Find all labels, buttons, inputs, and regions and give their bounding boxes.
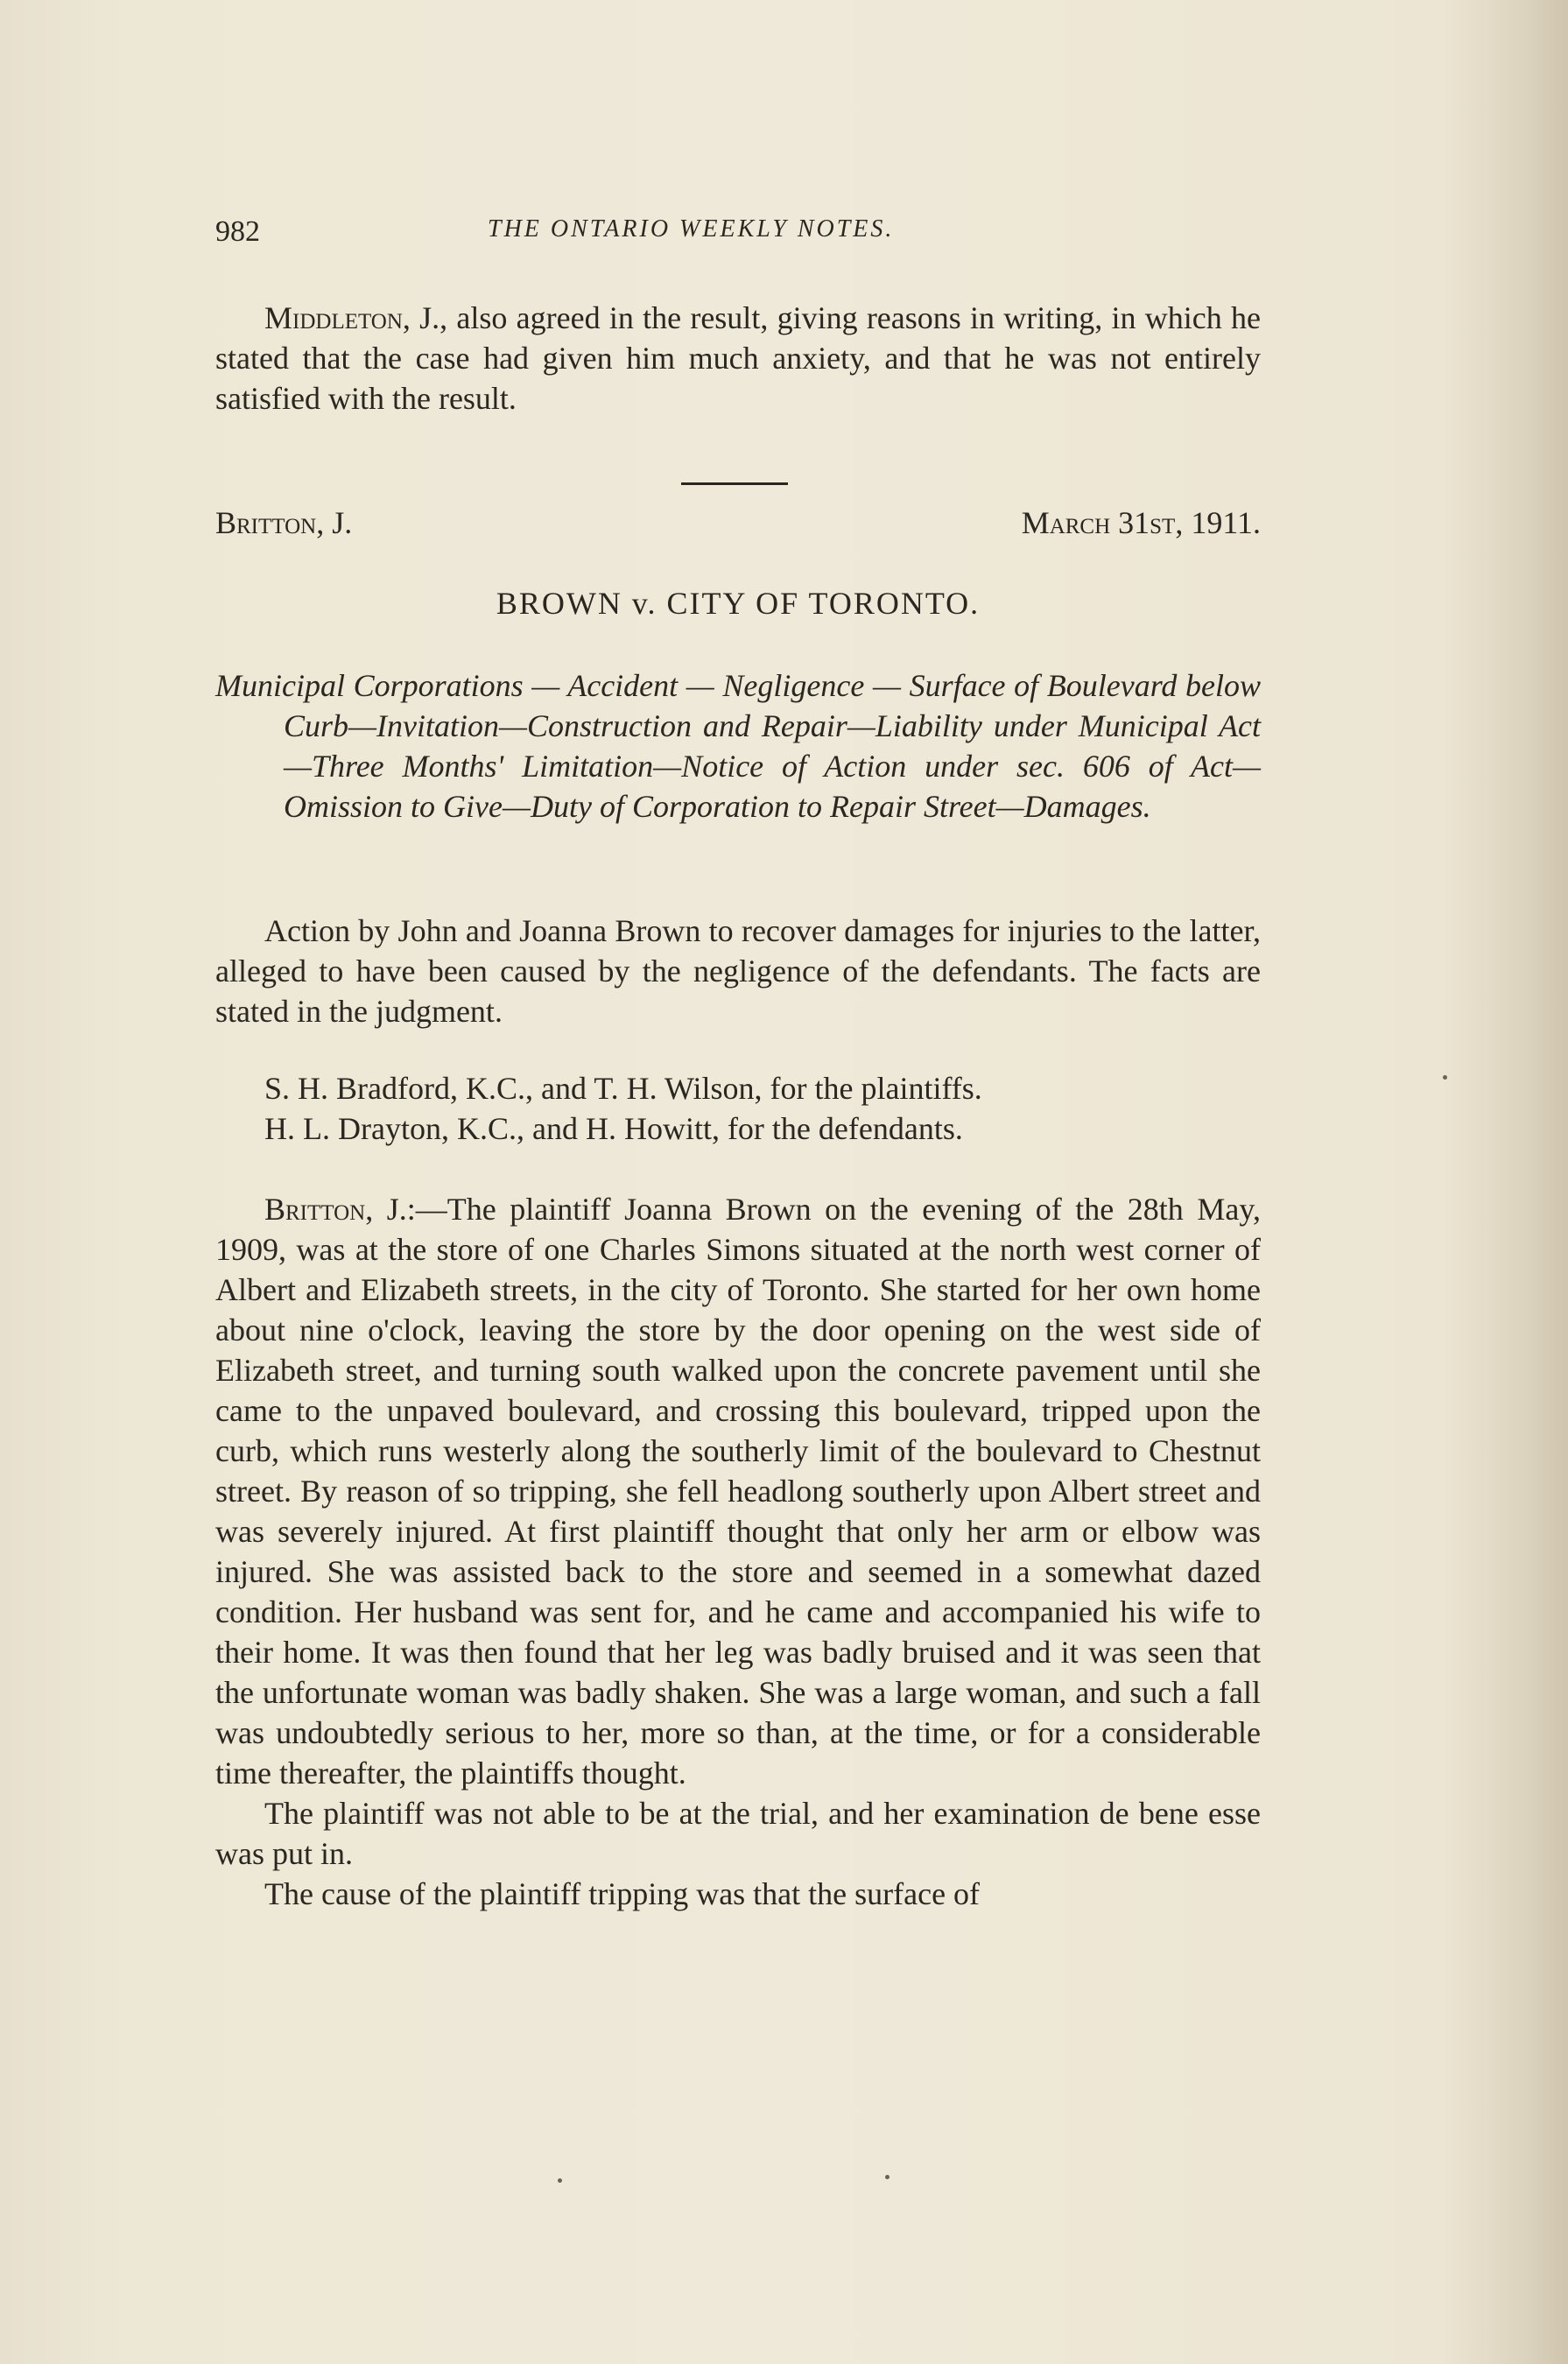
judgment-paragraph-2: The plaintiff was not able to be at the trial, and her examination de bene esse was put in. bbox=[215, 1796, 1261, 1871]
paper-speck bbox=[885, 2175, 889, 2179]
judgment-block bbox=[215, 1189, 1261, 1914]
intro-judge-name: Middleton bbox=[264, 300, 403, 335]
headnote: Municipal Corporations — Accident — Negligence — Surface of Boulevard below Curb—Invitation—Construction and Repair—Liability under Municipal Act—Three Months' Limitation—Notice of Action under sec. 606 of Act—Omission to Give—Duty of Corporation to Repair Street—Damages. bbox=[215, 668, 1261, 824]
court-date: March 31st, 1911. bbox=[1021, 505, 1261, 540]
intro-paragraph bbox=[215, 298, 1261, 419]
judgment-judge-name: Britton bbox=[264, 1192, 366, 1227]
case-title: BROWN v. CITY OF TORONTO. bbox=[496, 586, 981, 621]
intro-paragraph-block bbox=[215, 298, 1261, 419]
page-number: 982 bbox=[215, 215, 260, 248]
judgment-paragraph-1 bbox=[215, 1189, 1261, 1793]
section-divider bbox=[681, 482, 788, 485]
counsel-defendants: H. L. Drayton, K.C., and H. Howitt, for the defendants. bbox=[264, 1111, 963, 1146]
running-title: THE ONTARIO WEEKLY NOTES. bbox=[488, 215, 895, 243]
court-line bbox=[215, 504, 1261, 548]
paper-speck bbox=[1443, 1075, 1447, 1080]
paper-speck bbox=[558, 2178, 562, 2183]
court-judge: Britton, J. bbox=[215, 505, 353, 540]
intro-text: , J., also agreed in the result, giving reasons in writing, in which he stated that the case had given him much anxiety, and that he was not entirely satisfied with the result. bbox=[215, 300, 1261, 416]
judgment-paragraph-3: The cause of the plaintiff tripping was that the surface of bbox=[264, 1876, 981, 1911]
counsel-plaintiffs: S. H. Bradford, K.C., and T. H. Wilson, for the plaintiffs. bbox=[264, 1071, 982, 1106]
action-paragraph-block bbox=[215, 911, 1261, 1031]
action-paragraph: Action by John and Joanna Brown to recover damages for injuries to the latter, alleged to have been caused by the negligence of the defendants. The facts are stated in the judgment. bbox=[215, 913, 1261, 1029]
judgment-text-1: , J.:—The plaintiff Joanna Brown on the evening of the 28th May, 1909, was at the store of one Charles Simons situated at the north west corner of Albert and Elizabeth streets, in the city of Toronto. She started for her own home about nine o'clock, leaving the store by the door opening on the west side of Elizabeth street, and turning south walked upon the concrete pavement until she came to the unpaved boulevard, and crossing this boulevard, tripped upon the curb, which runs westerly along the southerly limit of the boulevard to Chestnut street. By reason of so tripping, she fell headlong southerly upon Albert street and was severely injured. At first plaintiff thought that only her arm or elbow was injured. She was assisted back to the store and seemed in a somewhat dazed condition. Her husband was sent for, and he came and accompanied his wife to their home. It was then found that her leg was badly bruised and it was seen that the unfortunate woman was badly shaken. She was a large woman, and such a fall was undoubtedly serious to her, more so than, at the time, or for a considerable time thereafter, the plaintiffs thought. bbox=[215, 1192, 1261, 1791]
page-header bbox=[215, 215, 1261, 256]
